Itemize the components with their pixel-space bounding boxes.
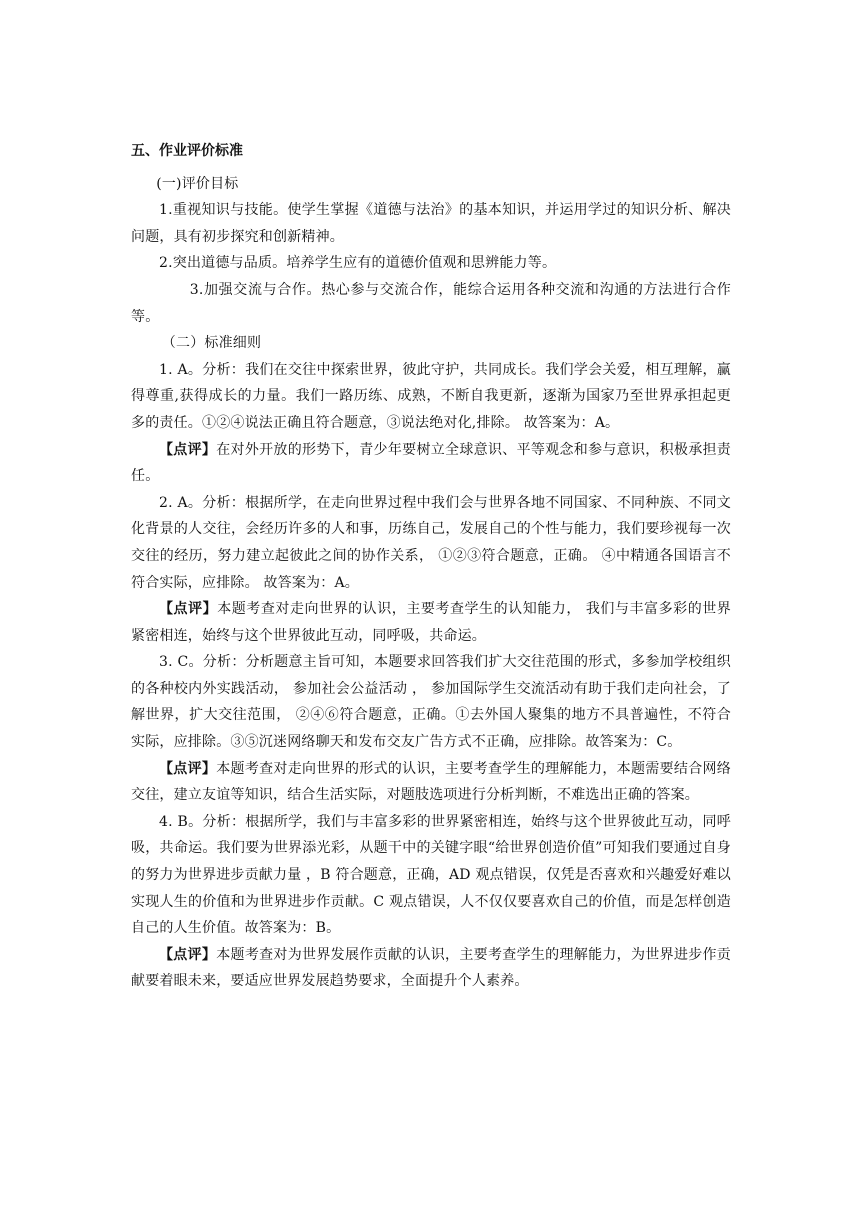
answer-analysis-3: 3. C。分析：分析题意主旨可知，本题要求回答我们扩大交往范围的形式，多参加学校组织的各种校内外实践活动， 参加社会公益活动 ， 参加国际学生交流活动有助于我们走向社会，了解世界，扩大交往范围， ②④⑥符合题意，正确。①去外国人聚集的地方不具普遍性，不符合实际，应排除。③⑤沉迷网络聊天和发布交友广告方式不正确，应排除。故答案为：C。 — [131, 654, 731, 751]
section-title: 五、作业评价标准 — [131, 143, 243, 159]
answer-analysis-2: 2. A。分析：根据所学，在走向世界过程中我们会与世界各地不同国家、不同种族、不同文化背景的人交往，会经历许多的人和事，历练自己，发展自己的个性与能力，我们要珍视每一次交往的经历，努力建立起彼此之间的协作关系， ①②③符合题意，正确。 ④中精通各国语言不符合实际，应排除。 故答案为：A。 — [131, 494, 731, 591]
answer-analysis-4: 4. B。分析：根据所学，我们与丰富多彩的世界紧密相连，始终与这个世界彼此互动，同呼吸，共命运。我们要为世界添光彩，从题干中的关键字眼“给世界创造价值”可知我们要通过自身的努力为世界进步贡献力量 ，B 符合题意，正确，AD 观点错误，仅凭是否喜欢和兴趣爱好难以实现人生的价值和为世界进步作贡献。C 观点错误，人不仅仅要喜欢自己的价值，而是怎样创造自己的人生价值。故答案为：B。 — [131, 813, 731, 937]
comment-text: 本题考查对走向世界的认识，主要考查学生的认知能力， 我们与丰富多彩的世界紧密相连，始终与这个世界彼此互动，同呼吸，共命运。 — [131, 601, 731, 644]
goal-2: 2.突出道德与品质。培养学生应有的道德价值观和思辨能力等。 — [159, 255, 557, 272]
answer-comment-3 — [131, 756, 731, 809]
criteria-heading: （二）标准细则 — [161, 335, 262, 352]
comment-text: 本题考查对走向世界的形式的认识，主要考查学生的理解能力，本题需要结合网络交往，建立友谊等知识，结合生活实际，对题肢选项进行分析判断，不难选出正确的答案。 — [131, 760, 731, 804]
comment-text: 在对外开放的形势下，青少年要树立全球意识、平等观念和参与意识，积极承担责任。 — [131, 441, 731, 485]
comment-tag: 【点评】 — [159, 601, 218, 618]
comment-tag: 【点评】 — [159, 760, 217, 777]
comment-tag: 【点评】 — [159, 946, 217, 963]
goal-1: 1.重视知识与技能。使学生掌握《道德与法治》的基本知识，并运用学过的知识分析、解决问题，具有初步探究和创新精神。 — [131, 202, 731, 245]
goal-3: 3.加强交流与合作。热心参与交流合作，能综合运用各种交流和沟通的方法进行合作等。 — [131, 281, 731, 325]
eval-goals-heading: (一)评价目标 — [156, 175, 239, 192]
answer-comment-2 — [131, 596, 731, 649]
answer-analysis-1: 1. A。分析：我们在交往中探索世界，彼此守护，共同成长。我们学会关爱，相互理解，赢得尊重,获得成长的力量。我们一路历练、成熟，不断自我更新，逐渐为国家乃至世界承担起更多的责任。①②④说法正确且符合题意，③说法绝对化,排除。 故答案为：A。 — [131, 361, 731, 431]
answer-comment-4 — [131, 942, 731, 995]
comment-tag: 【点评】 — [159, 441, 217, 458]
answer-comment-1 — [131, 437, 731, 490]
document-body — [131, 138, 731, 995]
comment-text: 本题考查对为世界发展作贡献的认识，主要考查学生的理解能力，为世界进步作贡献要着眼未来，要适应世界发展趋势要求，全面提升个人素养。 — [131, 946, 731, 990]
